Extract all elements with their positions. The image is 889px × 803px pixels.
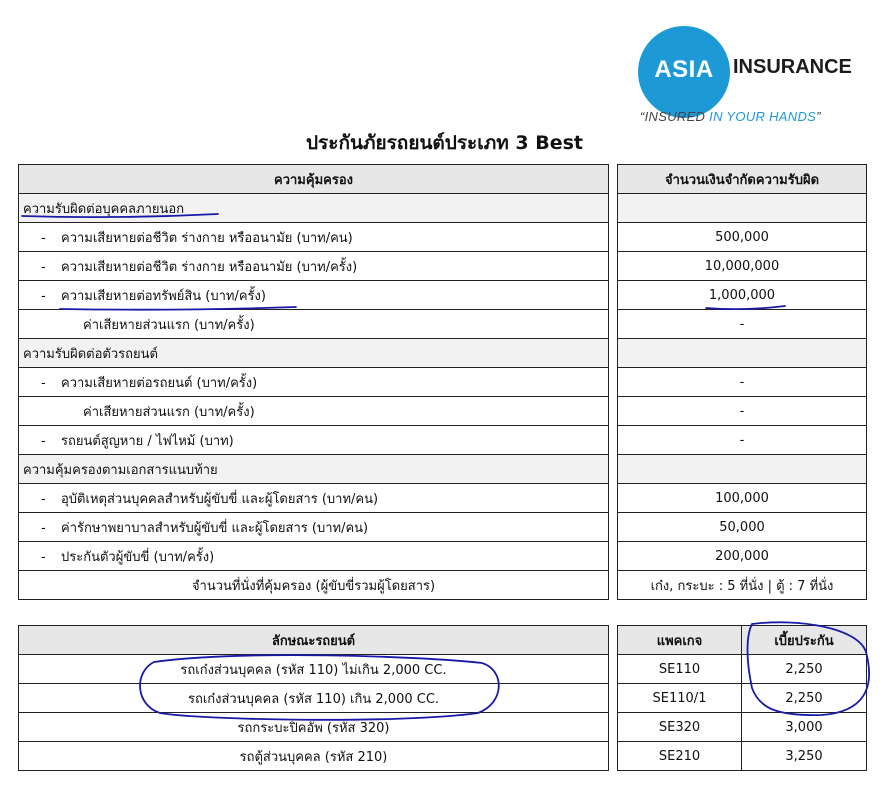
section-title: ความคุ้มครองตามเอกสารแนบท้าย <box>19 455 609 484</box>
premium-value: 2,250 <box>742 684 867 713</box>
limit-header: จำนวนเงินจำกัดความรับผิด <box>618 165 867 194</box>
premium-value: 2,250 <box>742 655 867 684</box>
asia-insurance-logo <box>620 22 870 130</box>
seats-value: เก๋ง, กระบะ : 5 ที่นั่ง | ตู้ : 7 ที่นั่ง <box>618 571 867 600</box>
coverage-value: - <box>618 368 867 397</box>
coverage-row: - ค่ารักษาพยาบาลสำหรับผู้ขับขี่ และผู้โดยสาร (บาท/คน) <box>19 513 609 542</box>
premium-header: เบี้ยประกัน <box>742 626 867 655</box>
vehicle-type: รถเก๋งส่วนบุคคล (รหัส 110) เกิน 2,000 CC. <box>19 684 609 713</box>
coverage-value: 50,000 <box>618 513 867 542</box>
seats-label: จำนวนที่นั่งที่คุ้มครอง (ผู้ขับขี่รวมผู้โดยสาร) <box>19 571 609 600</box>
coverage-row: - ประกันตัวผู้ขับขี่ (บาท/ครั้ง) <box>19 542 609 571</box>
logo-tagline: “INSURED IN YOUR HANDS” <box>640 109 821 124</box>
package-code: SE210 <box>618 742 742 771</box>
coverage-value: 1,000,000 <box>618 281 867 310</box>
coverage-value: - <box>618 397 867 426</box>
section-title: ความรับผิดต่อบุคคลภายนอก <box>19 194 609 223</box>
coverage-value: - <box>618 310 867 339</box>
coverage-value: 200,000 <box>618 542 867 571</box>
page-title: ประกันภัยรถยนต์ประเภท 3 Best <box>305 132 583 154</box>
logo-word: INSURANCE <box>733 56 852 78</box>
premium-value: 3,250 <box>742 742 867 771</box>
vehicle-type-header: ลักษณะรถยนต์ <box>19 626 609 655</box>
coverage-header: ความคุ้มครอง <box>19 165 609 194</box>
package-code: SE110 <box>618 655 742 684</box>
package-code: SE110/1 <box>618 684 742 713</box>
coverage-row: - ความเสียหายต่อชีวิต ร่างกาย หรืออนามัย (บาท/คน) <box>19 223 609 252</box>
package-code: SE320 <box>618 713 742 742</box>
coverage-row: - อุบัติเหตุส่วนบุคคลสำหรับผู้ขับขี่ และผู้โดยสาร (บาท/คน) <box>19 484 609 513</box>
coverage-value: 100,000 <box>618 484 867 513</box>
coverage-row: ค่าเสียหายส่วนแรก (บาท/ครั้ง) <box>19 310 609 339</box>
section-title: ความรับผิดต่อตัวรถยนต์ <box>19 339 609 368</box>
coverage-row: - ความเสียหายต่อชีวิต ร่างกาย หรืออนามัย (บาท/ครั้ง) <box>19 252 609 281</box>
coverage-value: 500,000 <box>618 223 867 252</box>
coverage-table <box>18 164 867 600</box>
vehicle-type: รถตู้ส่วนบุคคล (รหัส 210) <box>19 742 609 771</box>
vehicle-premium-table <box>18 625 867 771</box>
coverage-row: ค่าเสียหายส่วนแรก (บาท/ครั้ง) <box>19 397 609 426</box>
coverage-row: - รถยนต์สูญหาย / ไฟไหม้ (บาท) <box>19 426 609 455</box>
coverage-value: 10,000,000 <box>618 252 867 281</box>
coverage-row: - ความเสียหายต่อรถยนต์ (บาท/ครั้ง) <box>19 368 609 397</box>
coverage-value: - <box>618 426 867 455</box>
logo-brand: ASIA <box>654 56 714 83</box>
premium-value: 3,000 <box>742 713 867 742</box>
coverage-row: - ความเสียหายต่อทรัพย์สิน (บาท/ครั้ง) <box>19 281 609 310</box>
package-header: แพคเกจ <box>618 626 742 655</box>
vehicle-type: รถเก๋งส่วนบุคคล (รหัส 110) ไม่เกิน 2,000 CC. <box>19 655 609 684</box>
vehicle-type: รถกระบะปิคอัพ (รหัส 320) <box>19 713 609 742</box>
